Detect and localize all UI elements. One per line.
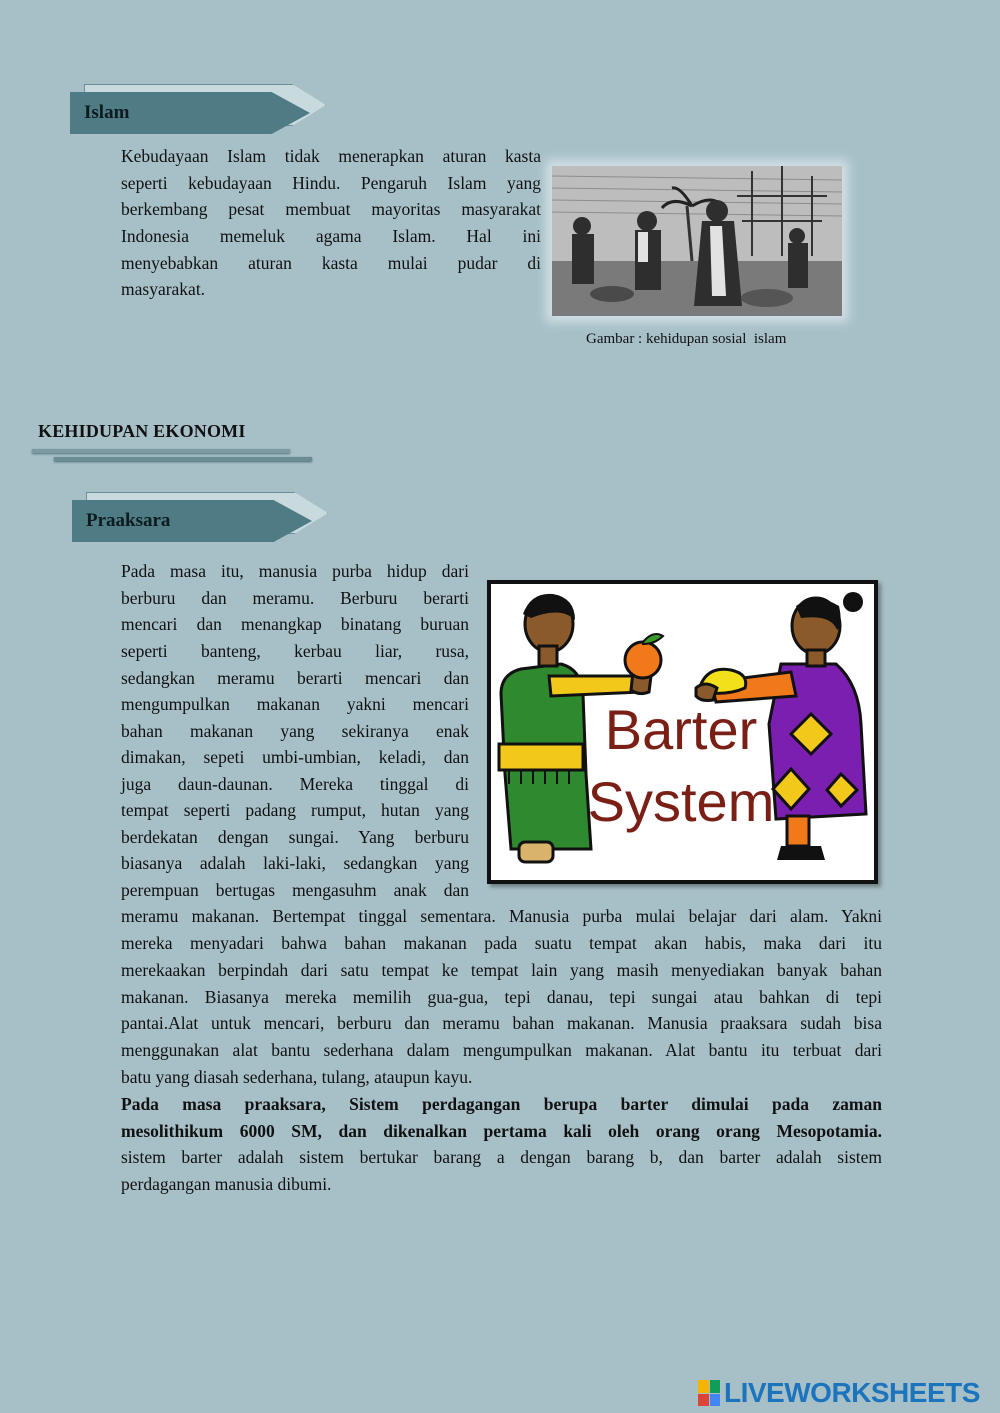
praaksara-wide-line: menggunakan alat bantu sederhana dalam mengumpulkan makanan. Alat bantu itu terbuat dari (121, 1040, 882, 1060)
praaksara-line: sedangkan meramu berarti mencari dan (121, 668, 469, 688)
islam-line-3: berkembang pesat membuat mayoritas masyarakat (121, 199, 541, 219)
praaksara-heading: Praaksara (86, 510, 171, 531)
praaksara-line: berburu dan meramu. Berburu berarti (121, 588, 469, 608)
praaksara-line: biasanya adalah laki-laki, sedangkan yang (121, 853, 469, 873)
praaksara-line: perempuan bertugas mengasuhm anak dan (121, 880, 469, 900)
islam-line-2: seperti kebudayaan Hindu. Pengaruh Islam yang (121, 173, 541, 193)
liveworksheets-badge-icon (698, 1380, 720, 1406)
praaksara-line: dimakan, sepeti umbi-umbian, keladi, dan (121, 747, 469, 767)
economy-section-title: KEHIDUPAN EKONOMI (38, 421, 246, 441)
islam-line-6: masyarakat. (121, 279, 206, 299)
islam-line-5: menyebabkan aturan kasta mulai pudar di (121, 253, 541, 273)
praaksara-line: tempat seperti padang rumput, hutan yang (121, 800, 469, 820)
islam-line-1: Kebudayaan Islam tidak menerapkan aturan kasta (121, 146, 541, 166)
praaksara-wide-line: merekaakan berpindah dari satu tempat ke tempat lain yang masih menyediakan banyak bahan (121, 960, 882, 980)
section-underline-top (32, 449, 290, 453)
barter-final-line: perdagangan manusia dibumi. (121, 1174, 332, 1194)
praaksara-line: berdekatan dengan sungai. Yang berburu (121, 827, 469, 847)
barter-final-line: sistem barter adalah sistem bertukar barang a dengan barang b, dan barter adalah sistem (121, 1147, 882, 1167)
islam-social-life-image (552, 166, 842, 316)
barter-bold-line: mesolithikum 6000 SM, dan dikenalkan pertama kali oleh orang orang Mesopotamia. (121, 1121, 882, 1141)
praaksara-wide-line: meramu makanan. Bertempat tinggal sementara. Manusia purba mulai belajar dari alam. Yakni (121, 906, 882, 926)
praaksara-heading-banner (72, 492, 332, 544)
islam-line-4: Indonesia memeluk agama Islam. Hal ini (121, 226, 541, 246)
islam-heading-banner (70, 84, 330, 136)
praaksara-wide-line: batu yang diasah sederhana, tulang, ataupun kayu. (121, 1067, 473, 1087)
praaksara-line: Pada masa itu, manusia purba hidup dari (121, 561, 469, 581)
praaksara-line: mengumpulkan makanan yakni mencari (121, 694, 469, 714)
praaksara-line: mencari dan menangkap binatang buruan (121, 614, 469, 634)
islam-heading: Islam (84, 102, 130, 123)
barter-system-image (487, 580, 878, 884)
praaksara-wide-line: mereka menyadari bahwa bahan makanan pada suatu tempat akan habis, maka dari itu (121, 933, 882, 953)
praaksara-line: juga daun-daunan. Mereka tinggal di (121, 774, 469, 794)
barter-bold-line: Pada masa praaksara, Sistem perdagangan berupa barter dimulai pada zaman (121, 1094, 882, 1114)
liveworksheets-logo[interactable] (698, 1378, 980, 1408)
liveworksheets-wordmark: LIVEWORKSHEETS (724, 1377, 980, 1408)
praaksara-line: bahan makanan yang sekiranya enak (121, 721, 469, 741)
islam-scene-drawing (552, 166, 842, 316)
praaksara-wide-line: makanan. Biasanya mereka memilih gua-gua, tepi danau, tepi sungai atau bahkan di tepi (121, 987, 882, 1007)
islam-image-caption: Gambar : kehidupan sosial islam (586, 331, 787, 347)
barter-word: Barter (604, 698, 758, 761)
praaksara-wide-line: pantai.Alat untuk mencari, berburu dan meramu bahan makanan. Manusia praaksara sudah bisa (121, 1013, 882, 1033)
praaksara-line: seperti banteng, kerbau liar, rusa, (121, 641, 469, 661)
section-underline-bottom (54, 457, 312, 461)
system-word: System (587, 770, 775, 833)
